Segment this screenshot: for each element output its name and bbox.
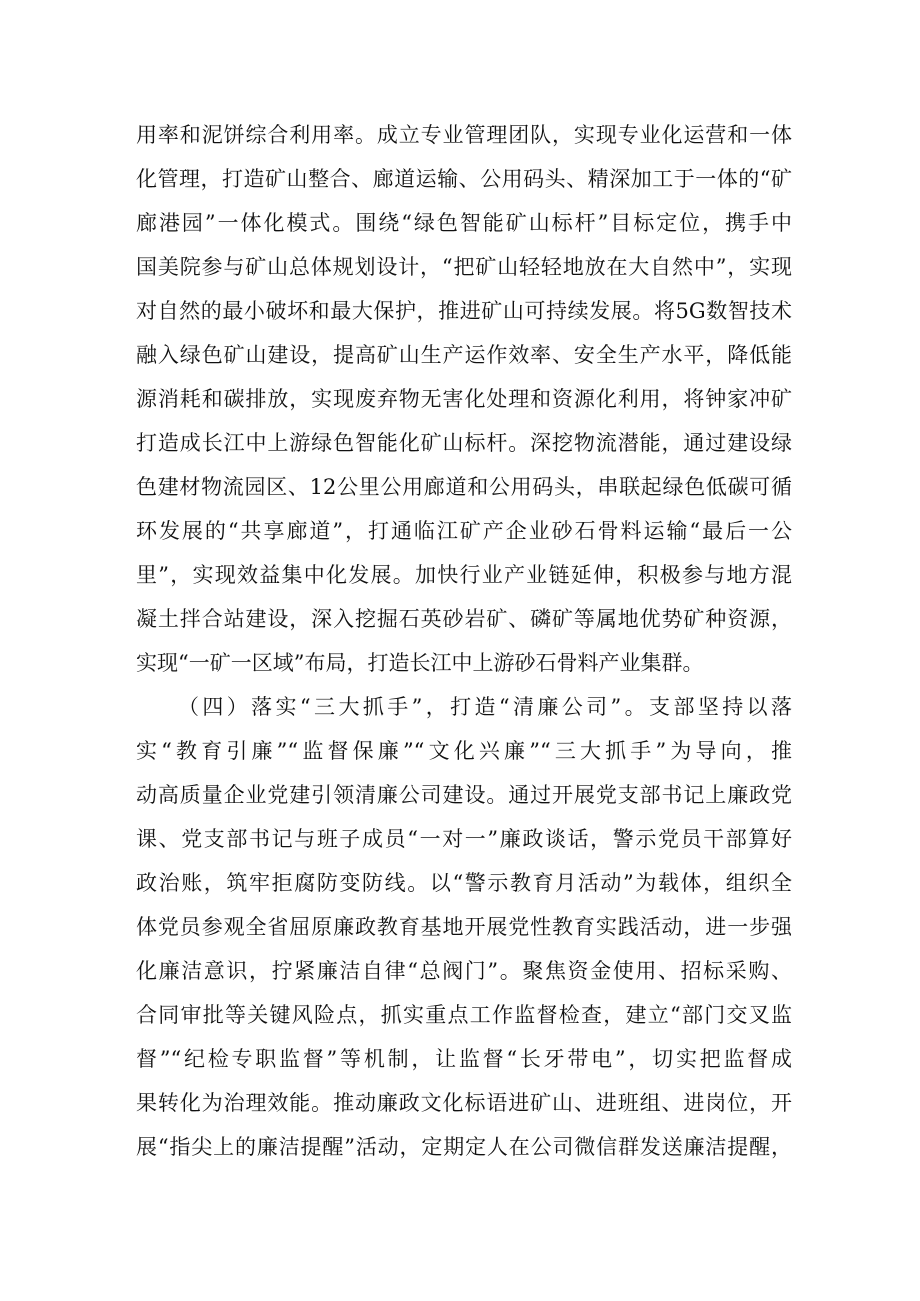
text-line: 政治账，筑牢拒腐防变防线。以“警示教育月活动”为载体，组织全 [136,871,792,895]
document-body [136,113,792,1169]
text-line: 廊港园”一体化模式。围绕“绿色智能矿山标杆”目标定位，携手中 [136,211,792,235]
text-line: 国美院参与矿山总体规划设计，“把矿山轻轻地放在大自然中”，实现 [136,255,792,279]
text-line: 实“教育引廉”“监督保廉”“文化兴廉”“三大抓手”为导向，推 [136,739,792,763]
text-line: 化廉洁意识，拧紧廉洁自律“总阀门”。聚焦资金使用、招标采购、 [136,959,792,983]
text-line: 果转化为治理效能。推动廉政文化标语进矿山、进班组、进岗位，开 [136,1091,792,1115]
text-line: 环发展的“共享廊道”，打通临江矿产企业砂石骨料运输“最后一公 [136,519,792,543]
paragraph-1 [136,113,792,685]
text-line: 实现“一矿一区域”布局，打造长江中上游砂石骨料产业集群。 [136,651,704,675]
text-line: 源消耗和碳排放，实现废弃物无害化处理和资源化利用，将钟家冲矿 [136,387,792,411]
text-line: 合同审批等关键风险点，抓实重点工作监督检查，建立“部门交叉监 [136,1003,792,1027]
text-line: 对自然的最小破坏和最大保护，推进矿山可持续发展。将5G数智技术 [136,299,792,323]
text-line: 展“指尖上的廉洁提醒”活动，定期定人在公司微信群发送廉洁提醒， [136,1135,792,1159]
text-line: 里”，实现效益集中化发展。加快行业产业链延伸，积极参与地方混 [136,563,792,587]
paragraph-2 [136,685,792,1169]
text-line: 督”“纪检专职监督”等机制，让监督“长牙带电”，切实把监督成 [136,1047,792,1071]
section-heading-line: （四）落实“三大抓手”，打造“清廉公司”。支部坚持以落 [178,695,792,719]
text-line: 体党员参观全省屈原廉政教育基地开展党性教育实践活动，进一步强 [136,915,792,939]
text-line: 融入绿色矿山建设，提高矿山生产运作效率、安全生产水平，降低能 [136,343,792,367]
text-line: 色建材物流园区、12公里公用廊道和公用码头，串联起绿色低碳可循 [136,475,792,499]
text-line: 用率和泥饼综合利用率。成立专业管理团队，实现专业化运营和一体 [136,123,792,147]
text-line: 化管理，打造矿山整合、廊道运输、公用码头、精深加工于一体的“矿 [136,167,792,191]
text-line: 动高质量企业党建引领清廉公司建设。通过开展党支部书记上廉政党 [136,783,792,807]
text-line: 打造成长江中上游绿色智能化矿山标杆。深挖物流潜能，通过建设绿 [136,431,792,455]
text-line: 课、党支部书记与班子成员“一对一”廉政谈话，警示党员干部算好 [136,827,792,851]
text-line: 凝土拌合站建设，深入挖掘石英砂岩矿、磷矿等属地优势矿种资源， [136,607,792,631]
